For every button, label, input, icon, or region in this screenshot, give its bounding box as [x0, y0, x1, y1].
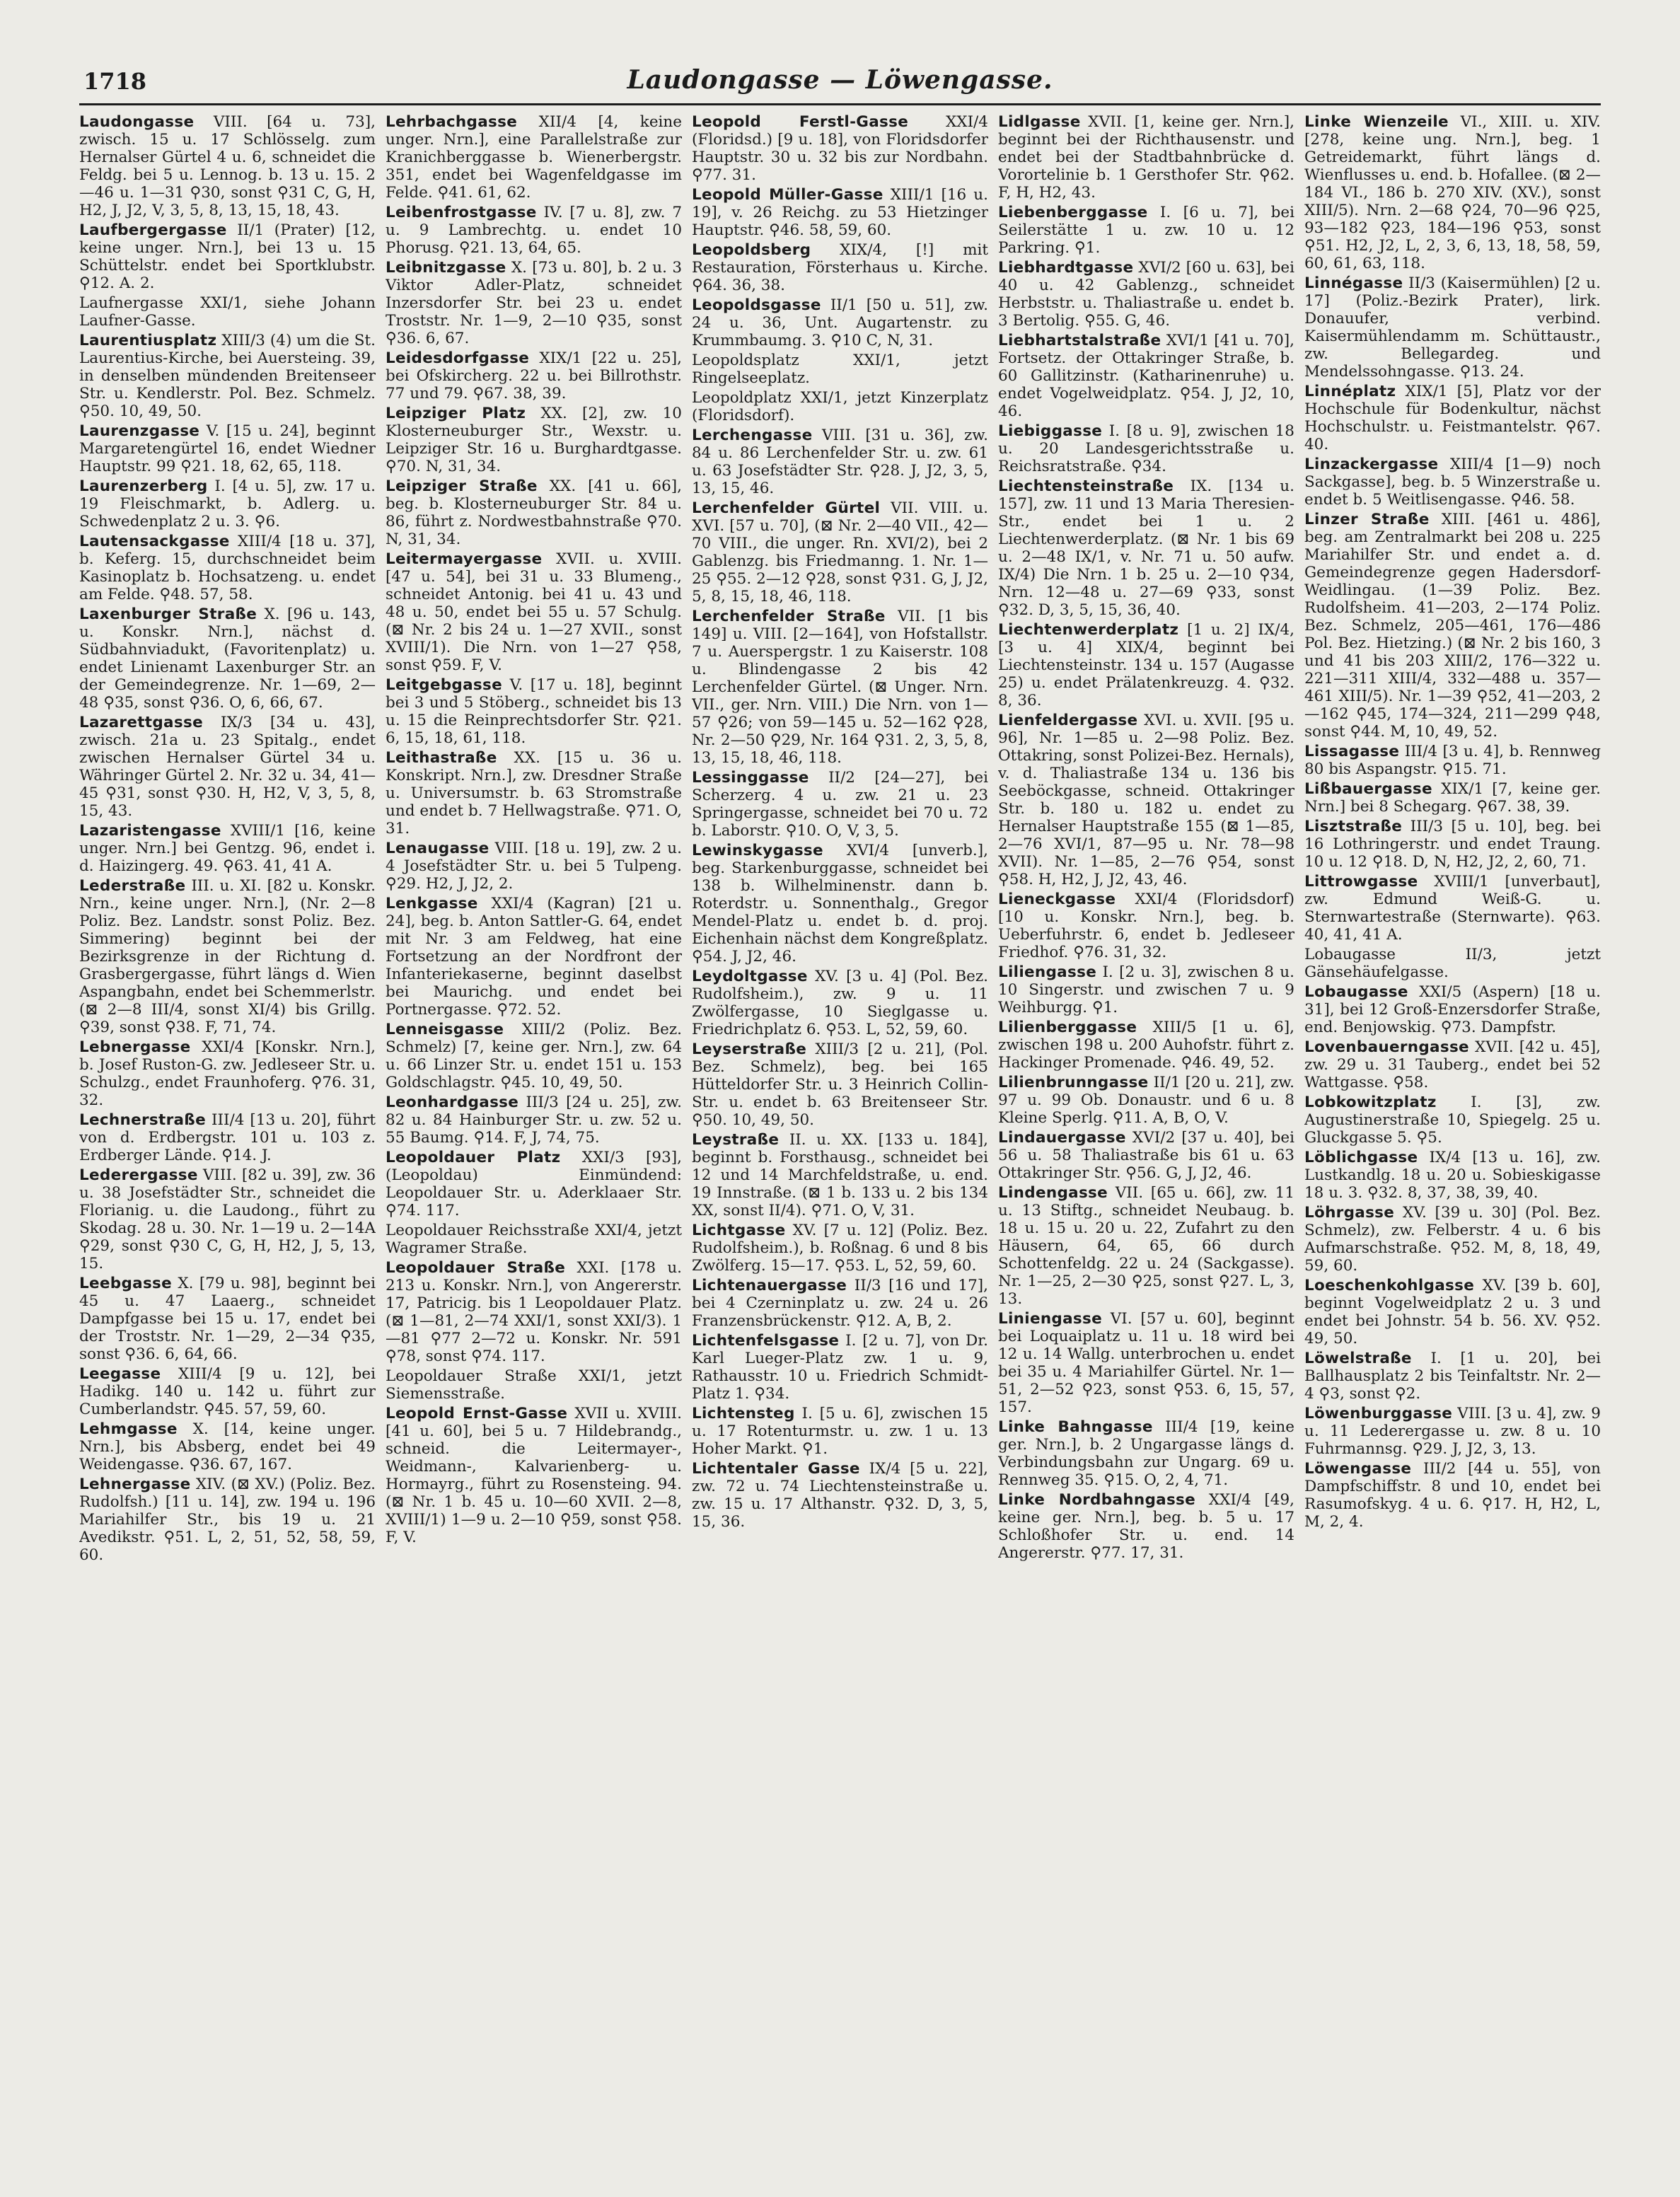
street-description: XV. [39 u. 30] (Pol. Bez. Schmelz), zw. Felberstr. 4 u. 6 bis Aufmarschstraße. ⚲52. M, 8, 18, 49, 59, 60. — [1304, 1204, 1601, 1275]
street-entry — [386, 676, 682, 747]
street-headword: Lehrbachgasse — [386, 113, 518, 131]
street-description: XVI. u. XVII. [95 u. 96], Nr. 1—85 u. 2—98 Poliz. Bez. Ottakring, sonst Polizei-Bez. Hernals), v. d. Thaliastraße 134 u. 136 bis Seeböckgasse, schneid. Ottakringer Str. b. 180 u. 182 u. endet zu Hernalser Hauptstraße 155 (⊠ 1—85, 2—76 XVI/1, 87—95 u. Nr. 78—98 XVII). Nr. 1—85, 2—76 ⚲54, sonst ⚲58. H, H2, J, J2, 43, 46. — [998, 712, 1294, 888]
street-entry — [998, 477, 1294, 619]
street-headword: Lichtgasse — [692, 1222, 786, 1239]
street-description: XIX/1 [7, keine ger. Nrn.] bei 8 Schegarg. ⚲67. 38, 39. — [1304, 780, 1601, 816]
street-description: II/2 [24—27], bei Scherzerg. 4 u. zw. 21 u. 23 Springergasse, schneidet bei 70 u. 72 b. Laborstr. ⚲10. O, V, 3, 5. — [692, 769, 988, 840]
street-headword: Lindengasse — [998, 1184, 1108, 1202]
street-entry — [386, 1259, 682, 1365]
street-description: III/4 [3 u. 4], b. Rennweg 80 bis Aspangstr. ⚲15. 71. — [1304, 743, 1601, 778]
street-headword: Lenkgasse — [386, 895, 478, 912]
street-entry — [692, 352, 988, 387]
street-headword: Leopoldsberg — [692, 241, 811, 259]
street-entry — [998, 332, 1294, 420]
street-headword: Löwelstraße — [1304, 1350, 1412, 1367]
street-headword: Lautensackgasse — [79, 533, 230, 550]
street-description: Laufnergasse XXI/1, siehe Johann Laufner-Gasse. — [79, 294, 376, 330]
street-headword: Leithastraße — [386, 749, 497, 767]
street-entry — [386, 349, 682, 402]
street-entry — [998, 259, 1294, 330]
street-headword: Loeschenkohlgasse — [1304, 1277, 1475, 1294]
street-entry — [386, 550, 682, 674]
street-entry — [692, 296, 988, 349]
street-headword: Leopoldauer Platz — [386, 1149, 561, 1166]
street-entry — [386, 204, 682, 257]
street-description: XIX/4, [!] mit Restauration, Försterhaus u. Kirche. ⚲64. 36, 38. — [692, 241, 988, 294]
street-entry — [998, 1074, 1294, 1127]
street-description: XIII/3 [2 u. 21], (Pol. Bez. Schmelz), beg. bei 165 Hütteldorfer Str. u. 3 Heinrich Collin-Str. u. endet b. 63 Breitenseer Str. ⚲50. 10, 49, 50. — [692, 1040, 988, 1129]
street-entry — [998, 712, 1294, 888]
street-entry — [692, 113, 988, 184]
column-3 — [692, 113, 988, 2164]
street-description: II/1 [20 u. 21], zw. 97 u. 99 Ob. Donaustr. und 6 u. 8 Kleine Sperlg. ⚲11. A, B, O, V. — [998, 1074, 1294, 1127]
street-description: VIII. [31 u. 36], zw. 84 u. 86 Lerchenfelder Str. u. zw. 61 u. 63 Josefstädter Str. ⚲28. J, J2, 3, 5, 13, 15, 46. — [692, 427, 988, 497]
street-headword: Linke Bahngasse — [998, 1418, 1153, 1436]
street-description: VIII. [3 u. 4], zw. 9 u. 11 Lederergasse u. zw. 8 u. 10 Fuhrmannsg. ⚲29. J, J2, 3, 13. — [1304, 1405, 1601, 1458]
street-entry — [386, 1149, 682, 1219]
street-entry — [386, 477, 682, 548]
street-description: XX. [15 u. 36 u. Konskript. Nrn.], zw. Dresdner Straße u. Universumstr. b. 63 Stromstraße und endet b. 7 Hellwagstraße. ⚲71. O, 31. — [386, 749, 682, 837]
street-headword: Leopoldsgasse — [692, 296, 821, 314]
street-headword: Liebhardtgasse — [998, 259, 1134, 277]
street-headword: Lisztstraße — [1304, 818, 1403, 835]
street-description: XXI/4 [Konskr. Nrn.], b. Josef Ruston-G. zw. Jedleseer Str. u. Schulzg., endet Fraunhoferg. ⚲76. 31, 32. — [79, 1038, 376, 1109]
street-headword: Lechnerstraße — [79, 1111, 206, 1129]
street-entry — [998, 1184, 1294, 1308]
street-description: V. [15 u. 24], beginnt Margaretengürtel 16, endet Wiedner Hauptstr. 99 ⚲21. 18, 62, 65, 118. — [79, 422, 376, 475]
street-description: X. [73 u. 80], b. 2 u. 3 Viktor Adler-Platz, schneidet Inzersdorfer Str. bei 23 u. endet Troststr. Nr. 1—9, 2—10 ⚲35, sonst ⚲36. 6, 67. — [386, 259, 682, 347]
street-headword: Leitgebgasse — [386, 676, 502, 694]
street-entry — [1304, 780, 1601, 816]
street-headword: Liechtensteinstraße — [998, 477, 1174, 495]
street-entry — [692, 1222, 988, 1275]
street-entry — [386, 1021, 682, 1091]
street-headword: Liebenberggasse — [998, 204, 1148, 221]
street-headword: Lissagasse — [1304, 743, 1400, 760]
street-description: II/1 (Prater) [12, keine unger. Nrn.], bei 13 u. 15 Schüttelstr. endet bei Sportklubstr. ⚲12. A. 2. — [79, 221, 376, 292]
column-5 — [1304, 113, 1601, 2164]
street-description: XXI/4 (Kagran) [21 u. 24], beg. b. Anton Sattler-G. 64, endet mit Nr. 3 am Feldweg, hat eine Fortsetzung an der Nordfront der Infanteriekaserne, beginnt daselbst bei Maurichg. und endet bei Portnergasse. ⚲72. 52. — [386, 895, 682, 1019]
street-description: X. [79 u. 98], beginnt bei 45 u. 47 Laaerg., schneidet Dampfgasse bei 15 u. 17, endet bei der Troststr. Nr. 1—29, 2—34 ⚲35, sonst ⚲36. 6, 64, 66. — [79, 1275, 376, 1363]
street-entry — [1304, 1460, 1601, 1531]
street-entry — [692, 1277, 988, 1330]
street-description: XVI/4 [unverb.], beg. Starkenburggasse, schneidet bei 138 b. Wilhelminenstr. dann b. Roterdstr. u. Sonnenthalg., Gregor Mendel-Platz u. endet b. d. proj. Eichenhain nächst dem Kongreßplatz. ⚲54. J, J2, 46. — [692, 842, 988, 966]
street-headword: Leopold Ernst-Gasse — [386, 1405, 568, 1422]
street-description: I. [3], zw. Augustinerstraße 10, Spiegelg. 25 u. Gluckgasse 5. ⚲5. — [1304, 1094, 1601, 1147]
street-headword: Lazaristengasse — [79, 822, 221, 840]
street-entry — [79, 1275, 376, 1363]
street-entry — [692, 241, 988, 294]
street-entry — [79, 1365, 376, 1418]
street-headword: Lindauergasse — [998, 1129, 1126, 1147]
street-headword: Lidlgasse — [998, 113, 1081, 131]
street-headword: Laxenburger Straße — [79, 605, 257, 623]
street-headword: Lazarettgasse — [79, 714, 203, 731]
running-head: Laudongasse — Löwengasse. — [627, 65, 1053, 95]
street-entry — [79, 605, 376, 712]
street-entry — [386, 840, 682, 893]
street-headword: Lenneisgasse — [386, 1021, 504, 1038]
street-entry — [79, 533, 376, 603]
street-description: III/4 [19, keine ger. Nrn.], b. 2 Ungargasse längs d. Verbindungsbahn zur Ungarg. 69 u. Rennweg 35. ⚲15. O, 2, 4, 71. — [998, 1418, 1294, 1489]
street-description: XIII/4 [18 u. 37], b. Keferg. 15, durchschneidet beim Kasinoplatz b. Hochsatzeng. u. endet am Felde. ⚲48. 57, 58. — [79, 533, 376, 603]
street-description: XIII. [461 u. 486], beg. am Zentralmarkt bei 208 u. 225 Mariahilfer Str. und endet a. d. Gemeindegrenze gegen Hadersdorf-Weidlingau. (1—39 Poliz. Bez. Rudolfsheim. 41—203, 2—174 Poliz. Bez. Schmelz, 205—461, 176—486 Pol. Bez. Hietzing.) (⊠ Nr. 2 bis 160, 3 und 41 bis 203 XIII/2, 176—322 u. 221—311 XIII/4, 332—488 u. 357—461 XIII/5). Nr. 1—39 ⚲52, 41—203, 2—162 ⚲45, 174—324, 211—299 ⚲48, sonst ⚲44. M, 10, 49, 52. — [1304, 511, 1601, 741]
street-description: VIII. [64 u. 73], zwisch. 15 u. 17 Schlösselg. zum Hernalser Gürtel 4 u. 6, schneidet die Feldg. bei 5 u. Lennog. b. 13 u. 15. 2—46 u. 1—31 ⚲30, sonst ⚲31 C, G, H, H2, J, J2, V, 3, 5, 8, 13, 15, 18, 43. — [79, 113, 376, 219]
street-description: VIII. [18 u. 19], zw. 2 u. 4 Josefstädter Str. u. bei 5 Tulpeng. ⚲29. H2, J, J2, 2. — [386, 840, 682, 893]
street-description: IX/3 [34 u. 43], zwisch. 21a u. 23 Spitalg., endet zwischen Hernalser Gürtel 34 u. Währinger Gürtel 2. Nr. 32 u. 34, 41—45 ⚲31, sonst ⚲30. H, H2, V, 3, 5, 8, 15, 43. — [79, 714, 376, 820]
street-description: XIII/1 [16 u. 19], v. 26 Reichg. zu 53 Hietzinger Hauptstr. ⚲46. 58, 59, 60. — [692, 186, 988, 239]
street-headword: Löwengasse — [1304, 1460, 1412, 1478]
street-entry — [998, 963, 1294, 1016]
street-entry — [998, 204, 1294, 257]
street-description: XVIII/1 [unverbaut], zw. Edmund Weiß-G. u. Sternwartestraße (Sternwarte). ⚲63. 40, 41, 41 A. — [1304, 873, 1601, 944]
street-headword: Leopold Ferstl-Gasse — [692, 113, 909, 131]
street-entry — [692, 186, 988, 239]
street-headword: Liniengasse — [998, 1310, 1103, 1328]
street-headword: Lehnergasse — [79, 1476, 191, 1493]
street-description: II. u. XX. [133 u. 184], beginnt b. Forsthausg., schneidet bei 12 und 14 Marchfeldstraße, u. end. 19 Innstraße. (⊠ 1 b. 133 u. 2 bis 134 XX, sonst II/4). ⚲71. O, V, 31. — [692, 1131, 988, 1219]
street-description: XII/4 [4, keine unger. Nrn.], eine Parallelstraße zur Kranichberggasse b. Wienerbergstr. 351, endet bei Wagenfeldgasse im Felde. ⚲41. 61, 62. — [386, 113, 682, 202]
street-description: XVII. [1, keine ger. Nrn.], beginnt bei der Richthausenstr. und endet bei der Stadtbahnbrücke d. Vorortelinie b. 1 Gersthofer Str. ⚲62. F, H, H2, 43. — [998, 113, 1294, 202]
street-headword: Leopold Müller-Gasse — [692, 186, 884, 204]
street-headword: Lerchengasse — [692, 427, 813, 444]
street-headword: Löhrgasse — [1304, 1204, 1395, 1222]
street-entry — [1304, 983, 1601, 1036]
street-headword: Leyserstraße — [692, 1040, 807, 1058]
street-description: XVII. [42 u. 45], zw. 29 u. 31 Tauberg., endet bei 52 Wattgasse. ⚲58. — [1304, 1038, 1601, 1091]
street-description: I. [1 u. 20], bei Ballhausplatz 2 bis Teinfaltstr. Nr. 2—4 ⚲3, sonst ⚲2. — [1304, 1350, 1601, 1403]
street-description: XVII. u. XVIII. [47 u. 54], bei 31 u. 33 Blumeng., schneidet Antonig. bei 41 u. 43 und 48 u. 50, endet bei 55 u. 57 Schulg. (⊠ Nr. 2 bis 24 u. 1—27 XVII., sonst XVIII/1). Die Nrn. von 1—27 ⚲58, sonst ⚲59. F, V. — [386, 550, 682, 674]
header-rule — [79, 103, 1601, 105]
street-description: III. u. XI. [82 u. Konskr. Nrn., keine unger. Nrn.], (Nr. 2—8 Poliz. Bez. Landstr. sonst Poliz. Bez. Simmering) beginnt bei der Bezirksgrenze in der Richtung d. Grasbergergasse, führt längs d. Wien Aspangbahn, endet bei Schemmerlstr. (⊠ 2—8 III/4, sonst XI/4) bis Grillg. ⚲39, sonst ⚲38. F, 71, 74. — [79, 877, 376, 1036]
street-headword: Leebgasse — [79, 1275, 173, 1292]
street-entry — [1304, 1277, 1601, 1347]
street-description: VIII. [82 u. 39], zw. 36 u. 38 Josefstädter Str., schneidet die Florianig. u. die Laudong., führt zu Skodag. 28 u. 30. Nr. 1—19 u. 2—14A ⚲29, sonst ⚲30 C, G, H, H2, J, 5, 13, 15. — [79, 1166, 376, 1273]
street-description: II/1 [50 u. 51], zw. 24 u. 36, Unt. Augartenstr. zu Krummbaumg. 3. ⚲10 C, N, 31. — [692, 296, 988, 349]
street-description: Leopoldauer Straße XXI/1, jetzt Siemensstraße. — [386, 1367, 682, 1403]
street-index-columns — [79, 113, 1601, 2164]
street-entry — [79, 477, 376, 531]
street-headword: Lovenbauerngasse — [1304, 1038, 1469, 1056]
street-description: Lobaugasse II/3, jetzt Gänsehäufelgasse. — [1304, 946, 1601, 981]
street-entry — [998, 891, 1294, 961]
street-entry — [1304, 456, 1601, 509]
street-entry — [998, 1129, 1294, 1182]
street-entry — [79, 1420, 376, 1473]
street-description: I. [5 u. 6], zwischen 15 u. 17 Rotenturmstr. u. zw. 1 u. 13 Hoher Markt. ⚲1. — [692, 1405, 988, 1458]
street-headword: Linzer Straße — [1304, 511, 1430, 528]
street-entry — [692, 769, 988, 840]
street-headword: Lenaugasse — [386, 840, 489, 857]
street-headword: Leipziger Straße — [386, 477, 538, 495]
street-headword: Lessinggasse — [692, 769, 809, 787]
street-description: XIV. (⊠ XV.) (Poliz. Bez. Rudolfsh.) [11 u. 14], zw. 194 u. 196 Mariahilfer Str., bis 19 u. 21 Avedikstr. ⚲51. L, 2, 51, 52, 58, 59, 60. — [79, 1476, 376, 1564]
street-entry — [386, 749, 682, 837]
street-description: VI. [57 u. 60], beginnt bei Loquaiplatz u. 11 u. 18 wird bei 12 u. 14 Wallg. unterbrochen u. endet bei 35 u. 4 Mariahilfer Gürtel. Nr. 1—51, 2—52 ⚲23, sonst ⚲53. 6, 15, 57, 157. — [998, 1310, 1294, 1416]
street-description: XV. [39 b. 60], beginnt Vogelweidplatz 2 u. 3 und endet bei Johnstr. 54 b. 56. XV. ⚲52. 49, 50. — [1304, 1277, 1601, 1347]
street-headword: Lienfeldergasse — [998, 712, 1138, 729]
street-description: XIII/3 (4) um die St. Laurentius-Kirche, bei Auersteing. 39, in denselben mündenden Breitenseer Str. u. Kendlerstr. Pol. Bez. Schmelz. ⚲50. 10, 49, 50. — [79, 332, 376, 420]
street-headword: Lichtensteg — [692, 1405, 795, 1422]
street-entry — [79, 422, 376, 475]
street-entry — [1304, 1405, 1601, 1458]
street-headword: Leonhardgasse — [386, 1094, 519, 1111]
street-entry — [79, 1476, 376, 1564]
street-headword: Linke Nordbahngasse — [998, 1491, 1196, 1509]
street-description: V. [17 u. 18], beginnt bei 3 und 5 Stöberg., schneidet bis 13 u. 15 die Reinprechtsdorfer Str. ⚲21. 6, 15, 18, 61, 118. — [386, 676, 682, 747]
street-headword: Leidesdorfgasse — [386, 349, 530, 367]
street-entry — [386, 1405, 682, 1546]
street-entry — [692, 1040, 988, 1129]
street-entry — [692, 968, 988, 1038]
street-headword: Leibnitzgasse — [386, 259, 506, 277]
street-headword: Liechtenwerderplatz — [998, 621, 1179, 639]
street-entry — [386, 405, 682, 475]
street-description: VII. [65 u. 66], zw. 11 u. 13 Stiftg., schneidet Neubaug. b. 18 u. 15 u. 20 u. 22, Zufahrt zu den Häusern, 64, 65, 66 durch Schottenfeldg. 22 u. 24 (Sackgasse). Nr. 1—25, 2—30 ⚲25, sonst ⚲27. L, 3, 13. — [998, 1184, 1294, 1308]
street-description: XIII/2 (Poliz. Bez. Schmelz) [7, keine ger. Nrn.], zw. 64 u. 66 Linzer Str. u. endet 151 u. 153 Goldschlagstr. ⚲45. 10, 49, 50. — [386, 1021, 682, 1091]
street-headword: Lißbauergasse — [1304, 780, 1432, 798]
street-entry — [1304, 1149, 1601, 1202]
street-entry — [79, 1038, 376, 1109]
street-headword: Laurentiusplatz — [79, 332, 217, 349]
street-headword: Leystraße — [692, 1131, 780, 1149]
street-entry — [692, 842, 988, 966]
street-headword: Lehmgasse — [79, 1420, 178, 1438]
street-headword: Lebnergasse — [79, 1038, 191, 1056]
street-description: XVI/1 [41 u. 70], Fortsetz. der Ottakringer Straße, b. 60 Gallitzinstr. (Katharinenruhe) u. endet Vogelweidplatz. ⚲54. J, J2, 10, 46. — [998, 332, 1294, 420]
street-headword: Laurenzerberg — [79, 477, 208, 495]
street-entry — [386, 1222, 682, 1257]
street-description: XX. [41 u. 66], beg. b. Klosterneuburger Str. 84 u. 86, führt z. Nordwestbahnstraße ⚲70. N, 31, 34. — [386, 477, 682, 548]
street-headword: Lieneckgasse — [998, 891, 1116, 908]
street-headword: Linnégasse — [1304, 274, 1403, 292]
street-description: XX. [2], zw. 10 Klosterneuburger Str., Wexstr. u. Leipziger Str. 16 u. Burghardtgasse. ⚲70. N, 31, 34. — [386, 405, 682, 475]
street-description: Leopoldauer Reichsstraße XXI/4, jetzt Wagramer Straße. — [386, 1222, 682, 1257]
street-description: I. [8 u. 9], zwischen 18 u. 20 Landesgerichtsstraße u. Reichsratstraße. ⚲34. — [998, 422, 1294, 475]
street-entry — [79, 113, 376, 219]
street-entry — [692, 608, 988, 767]
street-description: II/3 (Kaisermühlen) [2 u. 17] (Poliz.-Bezirk Prater), lirk. Donauufer, verbind. Kaisermühlendamm m. Schüttaustr., zw. Bellegardeg. und Mendelssohngasse. ⚲13. 24. — [1304, 274, 1601, 381]
street-headword: Liebiggasse — [998, 422, 1103, 440]
street-description: [1 u. 2] IX/4, [3 u. 4] XIX/4, beginnt bei Liechtensteinstr. 134 u. 157 (Augasse 25) u. endet Prälatenkreuzg. 4. ⚲32. 8, 36. — [998, 621, 1294, 709]
street-description: IX. [134 u. 157], zw. 11 und 13 Maria Theresien-Str., endet bei 1 u. 2 Liechtenwerderplatz. (⊠ Nr. 1 bis 69 u. 2—48 IX/1, v. Nr. 71 u. 50 aufw. IX/4) Die Nrn. 1 b. 25 u. 2—10 ⚲34, Nrn. 12—48 u. 27—69 ⚲33, sonst ⚲32. D, 3, 5, 15, 36, 40. — [998, 477, 1294, 619]
street-headword: Littrowgasse — [1304, 873, 1418, 891]
street-headword: Liliengasse — [998, 963, 1097, 981]
street-headword: Linzackergasse — [1304, 456, 1439, 473]
street-entry — [692, 1131, 988, 1219]
street-description: IV. [7 u. 8], zw. 7 u. 9 Lambrechtg. u. endet 10 Phorusg. ⚲21. 13, 64, 65. — [386, 204, 682, 257]
street-description: XIII/4 [1—9) noch Sackgasse], beg. b. 5 Winzerstraße u. endet b. 5 Weitlisengasse. ⚲46. 58. — [1304, 456, 1601, 509]
street-description: XV. [7 u. 12] (Poliz. Bez. Rudolfsheim.), b. Roßnag. 6 und 8 bis Zwölferg. 15—17. ⚲53. L, 52, 59, 60. — [692, 1222, 988, 1275]
street-description: XIX/1 [5], Platz vor der Hochschule für Bodenkultur, nächst Hochschulstr. u. Feistmantelstr. ⚲67. 40. — [1304, 383, 1601, 453]
street-description: Leopoldsplatz XXI/1, jetzt Ringelseeplatz. — [692, 352, 988, 387]
street-entry — [1304, 873, 1601, 944]
street-headword: Lederergasse — [79, 1166, 198, 1184]
street-entry — [386, 895, 682, 1019]
street-entry — [998, 1418, 1294, 1489]
street-description: III/4 [13 u. 20], führt von d. Erdbergstr. 101 u. 103 z. Erdberger Lände. ⚲14. J. — [79, 1111, 376, 1164]
street-entry — [998, 1491, 1294, 1562]
street-entry — [692, 499, 988, 605]
street-description: XXI/4 [49, keine ger. Nrn.], beg. b. 5 u. 17 Schloßhofer Str. u. end. 14 Angererstr. ⚲77. 17, 31. — [998, 1491, 1294, 1562]
street-description: XVI/2 [37 u. 40], bei 56 u. 58 Thaliastraße bis 61 u. 63 Ottakringer Str. ⚲56. G, J, J2, 46. — [998, 1129, 1294, 1182]
street-headword: Laudongasse — [79, 113, 195, 131]
street-entry — [1304, 113, 1601, 272]
street-entry — [1304, 1204, 1601, 1275]
street-entry — [692, 1405, 988, 1458]
column-1 — [79, 113, 376, 2164]
street-description: III/3 [24 u. 25], zw. 82 u. 84 Hainburger Str. u. zw. 52 u. 55 Baumg. ⚲14. F, J, 74, 75. — [386, 1094, 682, 1147]
street-description: III/2 [44 u. 55], von Dampfschiffstr. 8 und 10, endet bei Rasumofskyg. 4 u. 6. ⚲17. H, H2, L, M, 2, 4. — [1304, 1460, 1601, 1531]
street-headword: Lichtenauergasse — [692, 1277, 847, 1294]
street-description: I. [6 u. 7], bei Seilerstätte 1 u. zw. 10 u. 12 Parkring. ⚲1. — [998, 204, 1294, 257]
street-description: XVII u. XVIII. [41 u. 60], bei 5 u. 7 Hildebrandg., schneid. die Leitermayer-, Weidmann-, Kalvarienberg- u. Hormayrg., führt zu Rosensteing. 94. (⊠ Nr. 1 b. 45 u. 10—60 XVII. 2—8, XVIII/1) 1—9 u. 2—10 ⚲59, sonst ⚲58. F, V. — [386, 1405, 682, 1546]
street-headword: Linke Wienzeile — [1304, 113, 1449, 131]
street-entry — [386, 1094, 682, 1147]
page-number: 1718 — [83, 68, 147, 95]
street-entry — [692, 1460, 988, 1531]
street-headword: Leydoltgasse — [692, 968, 808, 985]
street-description: XIX/1 [22 u. 25], bei Ofskircherg. 22 u. bei Billrothstr. 77 und 79. ⚲67. 38, 39. — [386, 349, 682, 402]
street-headword: Laufbergergasse — [79, 221, 227, 239]
street-entry — [998, 621, 1294, 709]
street-headword: Leipziger Platz — [386, 405, 526, 422]
street-headword: Leitermayergasse — [386, 550, 543, 568]
street-description: III/3 [5 u. 10], beg. bei 16 Lothringerstr. und endet Traung. 10 u. 12 ⚲18. D, N, H2, J2, 2, 60, 71. — [1304, 818, 1601, 871]
street-description: XVIII/1 [16, keine unger. Nrn.] bei Gentzg. 96, endet i. d. Haizingerg. 49. ⚲63. 41, 41 A. — [79, 822, 376, 875]
street-entry — [1304, 511, 1601, 741]
street-headword: Löblichgasse — [1304, 1149, 1418, 1166]
street-entry — [1304, 1038, 1601, 1091]
street-entry — [79, 332, 376, 420]
street-entry — [79, 1111, 376, 1164]
street-description: XVI/2 [60 u. 63], bei 40 u. 42 Gablenzg., schneidet Herbststr. u. Thaliastraße u. endet b. 3 Bertolig. ⚲55. G, 46. — [998, 259, 1294, 330]
street-entry — [1304, 743, 1601, 778]
street-headword: Lilienbrunngasse — [998, 1074, 1149, 1091]
street-entry — [998, 1019, 1294, 1072]
street-entry — [386, 1367, 682, 1403]
street-description: IX/4 [13 u. 16], zw. Lustkandlg. 18 u. 20 u. Sobieskigasse 18 u. 3. ⚲32. 8, 37, 38, 39, 40. — [1304, 1149, 1601, 1202]
street-description: XV. [3 u. 4] (Pol. Bez. Rudolfsheim.), zw. 9 u. 11 Zwölfergasse, 10 Sieglgasse u. Friedrichplatz 6. ⚲53. L, 52, 59, 60. — [692, 968, 988, 1038]
street-headword: Leibenfrostgasse — [386, 204, 537, 221]
street-description: I. [2 u. 7], von Dr. Karl Lueger-Platz zw. 1 u. 9, Rathausstr. 10 u. Friedrich Schmidt-Platz 1. ⚲34. — [692, 1332, 988, 1403]
street-entry — [1304, 274, 1601, 381]
street-entry — [998, 1310, 1294, 1416]
street-headword: Lewinskygasse — [692, 842, 823, 859]
street-headword: Lilienberggasse — [998, 1019, 1137, 1036]
street-headword: Lerchenfelder Straße — [692, 608, 886, 625]
street-entry — [1304, 946, 1601, 981]
street-description: XXI/4 (Floridsdorf) [10 u. Konskr. Nrn.], beg. b. Ueberfuhrstr. 6, endet b. Jedleseer Friedhof. ⚲76. 31, 32. — [998, 891, 1294, 961]
street-entry — [1304, 818, 1601, 871]
street-entry — [79, 294, 376, 330]
street-description: XIII/4 [9 u. 12], bei Hadikg. 140 u. 142 u. führt zur Cumberlandstr. ⚲45. 57, 59, 60. — [79, 1365, 376, 1418]
street-description: XIII/5 [1 u. 6], zwischen 198 u. 200 Auhofstr. führt z. Hackinger Promenade. ⚲46. 49, 52. — [998, 1019, 1294, 1072]
street-description: XXI/3 [93], (Leopoldau) Einmündend: Leopoldauer Str. u. Aderklaaer Str. ⚲74. 117. — [386, 1149, 682, 1219]
street-description: I. [4 u. 5], zw. 17 u. 19 Fleischmarkt, b. Adlerg. u. Schwedenplatz 2 u. 3. ⚲6. — [79, 477, 376, 531]
street-description: I. [2 u. 3], zwischen 8 u. 10 Singerstr. und zwischen 7 u. 9 Weihburgg. ⚲1. — [998, 963, 1294, 1016]
street-entry — [1304, 1094, 1601, 1147]
street-headword: Löwenburggasse — [1304, 1405, 1453, 1422]
street-entry — [79, 877, 376, 1036]
street-entry — [692, 427, 988, 497]
street-description: X. [96 u. 143, u. Konskr. Nrn.], nächst d. Südbahnviadukt, (Favoritenplatz) u. endet Linienamt Laxenburger Str. an der Gemeindegrenze. Nr. 1—69, 2—48 ⚲35, sonst ⚲36. O, 6, 66, 67. — [79, 605, 376, 712]
street-description: IX/4 [5 u. 22], zw. 72 u. 74 Liechtensteinstraße u. zw. 15 u. 17 Althanstr. ⚲32. D, 3, 5, 15, 36. — [692, 1460, 988, 1531]
street-description: VI., XIII. u. XIV. [278, keine ung. Nrn.], beg. 1 Getreidemarkt, führt längs d. Wienflusses u. end. b. Hofallee. (⊠ 2—184 VI., 186 b. 270 XIV. (XV.), sonst XIII/5). Nrn. 2—68 ⚲24, 70—96 ⚲25, 93—182 ⚲23, 184—196 ⚲53, sonst ⚲51. H2, J2, L, 2, 3, 6, 13, 18, 58, 59, 60, 61, 63, 118. — [1304, 113, 1601, 272]
street-entry — [692, 1332, 988, 1403]
street-entry — [998, 422, 1294, 475]
street-headword: Linnéplatz — [1304, 383, 1396, 400]
street-entry — [1304, 383, 1601, 453]
street-description: II/3 [16 und 17], bei 4 Czerninplatz u. zw. 24 u. 26 Franzensbrückenstr. ⚲12. A, B, 2. — [692, 1277, 988, 1330]
street-entry — [79, 1166, 376, 1273]
street-headword: Laurenzgasse — [79, 422, 200, 440]
column-2 — [386, 113, 682, 2164]
street-description: VII. VIII. u. XVI. [57 u. 70], (⊠ Nr. 2—40 VII., 42—70 VIII., die unger. Rn. XVI/2), bei 2 Gablenzg. bis Friedmanng. 1. Nr. 1—25 ⚲55. 2—12 ⚲28, sonst ⚲31. G, J, J2, 5, 8, 15, 18, 46, 118. — [692, 499, 988, 605]
street-headword: Lobkowitzplatz — [1304, 1094, 1437, 1111]
street-headword: Lichtenfelsgasse — [692, 1332, 840, 1350]
street-headword: Liebhartstalstraße — [998, 332, 1161, 349]
street-headword: Leegasse — [79, 1365, 161, 1383]
street-entry — [386, 113, 682, 202]
street-entry — [998, 113, 1294, 202]
street-headword: Lederstraße — [79, 877, 186, 895]
street-headword: Lichtentaler Gasse — [692, 1460, 860, 1478]
street-description: VII. [1 bis 149] u. VIII. [2—164], von Hofstallstr. 7 u. Auerspergstr. 1 zu Kaiserstr. 108 u. Blindengasse 2 bis 42 Lerchenfelder Gürtel. (⊠ Unger. Nrn. VII., ger. Nrn. VIII.) Die Nrn. von 1—57 ⚲26; von 59—145 u. 52—162 ⚲28, Nr. 2—50 ⚲29, Nr. 164 ⚲31. 2, 3, 5, 8, 13, 15, 18, 46, 118. — [692, 608, 988, 767]
street-headword: Lerchenfelder Gürtel — [692, 499, 881, 517]
street-description: XXI/4 (Floridsd.) [9 u. 18], von Floridsdorfer Hauptstr. 30 u. 32 bis zur Nordbahn. ⚲77. 31. — [692, 113, 988, 184]
street-headword: Lobaugasse — [1304, 983, 1408, 1001]
street-entry — [692, 389, 988, 424]
street-description: Leopoldplatz XXI/1, jetzt Kinzerplatz (Floridsdorf). — [692, 389, 988, 424]
street-entry — [1304, 1350, 1601, 1403]
street-entry — [79, 822, 376, 875]
column-4 — [998, 113, 1294, 2164]
street-headword: Leopoldauer Straße — [386, 1259, 566, 1277]
street-entry — [386, 259, 682, 347]
street-description: X. [14, keine unger. Nrn.], bis Absberg, endet bei 49 Weidengasse. ⚲36. 67, 167. — [79, 1420, 376, 1473]
street-entry — [79, 714, 376, 820]
street-description: XXI. [178 u. 213 u. Konskr. Nrn.], von Angererstr. 17, Patricig. bis 1 Leopoldauer Platz. (⊠ 1—81, 2—74 XXI/1, sonst XXI/3). 1—81 ⚲77 2—72 u. Konskr. Nr. 591 ⚲78, sonst ⚲74. 117. — [386, 1259, 682, 1365]
street-entry — [79, 221, 376, 292]
street-description: XXI/5 (Aspern) [18 u. 31], bei 12 Groß-Enzersdorfer Straße, end. Benjowskig. ⚲73. Dampfstr. — [1304, 983, 1601, 1036]
